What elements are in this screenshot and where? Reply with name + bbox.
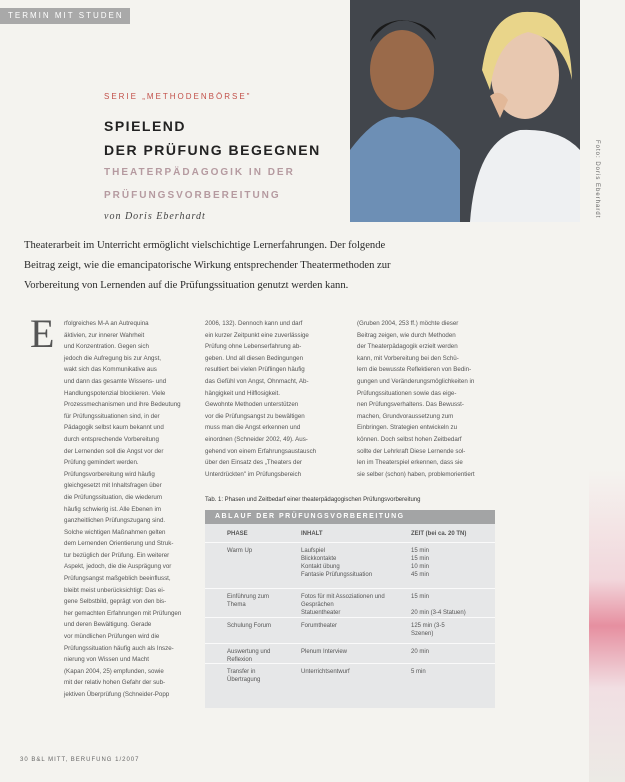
body-text-line: jedoch die Aufregung bis zur Angst, bbox=[64, 354, 162, 362]
body-text-line: Solche wichtigen Maßnahmen gelten bbox=[64, 528, 166, 536]
body-text-line: vor mündlichen Prüfungen wird die bbox=[64, 633, 160, 641]
body-text-line: gehend von einem Erfahrungsaustausch bbox=[205, 447, 317, 455]
table-header-row bbox=[205, 524, 495, 542]
table-cell bbox=[411, 593, 491, 617]
intro-paragraph bbox=[24, 236, 559, 296]
body-text-line: (Kapan 2004, 25) empfunden, sowie bbox=[64, 667, 164, 675]
body-column-1 bbox=[64, 318, 189, 701]
table-title: ABLAUF DER PRÜFUNGSVORBEREITUNG bbox=[205, 510, 495, 524]
table-row bbox=[205, 542, 495, 589]
article-photo bbox=[350, 0, 580, 222]
column-header: ZEIT (bei ca. 20 TN) bbox=[411, 531, 467, 537]
table-cell-line: 5 min bbox=[411, 669, 426, 675]
table-cell bbox=[227, 547, 277, 555]
body-text-line: durch entsprechende Vorbereitung bbox=[64, 435, 159, 443]
body-text-line: wakt sich das Kommunikative aus bbox=[64, 366, 157, 374]
body-text-line: mit der relativ hohen Gefahr der sub- bbox=[64, 679, 166, 687]
schedule-table bbox=[205, 510, 495, 708]
table-row bbox=[205, 617, 495, 644]
article-title-line1: SPIELEND bbox=[104, 118, 187, 134]
table-cell-line: Fotos für mit Assoziationen und bbox=[301, 594, 385, 600]
body-text-line: und dann das gesamte Wissens- und bbox=[64, 377, 167, 385]
table-cell-line: Auswertung und bbox=[227, 649, 271, 655]
body-text-line: Prozessmechanismen und ihre Bedeutung bbox=[64, 401, 181, 409]
table-cell-line: 125 min (3-5 bbox=[411, 623, 445, 629]
table-cell bbox=[227, 648, 277, 664]
body-text-line: ein kurzer Zeitpunkt eine zuverlässige bbox=[205, 331, 309, 339]
body-text-line: len im Theaterspiel erkennen, dass sie bbox=[357, 459, 463, 467]
author-byline: von Doris Eberhardt bbox=[104, 211, 206, 222]
table-cell bbox=[411, 668, 491, 676]
body-text-line: Aspekt, jedoch, die die Ausprägung vor bbox=[64, 563, 172, 571]
body-text-line: geben. Und all diesen Bedingungen bbox=[205, 354, 304, 362]
table-cell bbox=[227, 593, 277, 609]
table-cell-line: Laufspiel bbox=[301, 548, 326, 554]
table-cell-line: Forumtheater bbox=[301, 623, 338, 629]
body-text-line: her gemachten Erfahrungen mit Prüfungen bbox=[64, 609, 182, 617]
body-text-line: kann, mit Vorbereitung bei den Schü- bbox=[357, 354, 459, 362]
body-text-line: und Konzentration. Gegen sich bbox=[64, 343, 149, 351]
body-text-line: nen Prüfungsverhaltens. Das Bewusst- bbox=[357, 401, 464, 409]
body-text-line: Prüfungsangst maßgeblich beeinflusst, bbox=[64, 575, 171, 583]
table-cell-line: 10 min bbox=[411, 564, 430, 570]
table-cell-line bbox=[411, 601, 491, 609]
section-tab: TERMIN MIT STUDEN bbox=[0, 8, 130, 24]
body-text-line: jektiven Überprüfung (Schneider-Popp bbox=[64, 691, 170, 698]
table-cell-line: Gesprächen bbox=[301, 602, 334, 608]
body-text-line: Prüfung gemindert werden. bbox=[64, 459, 139, 467]
body-text-line: gene Selbstbild, geprägt von den bis- bbox=[64, 598, 167, 606]
body-column-3 bbox=[357, 318, 500, 493]
table-cell-line: 15 min bbox=[411, 594, 430, 600]
page-footer: 30 B&L MITT, BERUFUNG 1/2007 bbox=[20, 757, 140, 763]
body-text-line: lern die bewusste Reflektieren von Bedin- bbox=[357, 366, 472, 374]
body-text-line: der Lernenden soll die Angst vor der bbox=[64, 447, 164, 455]
table-cell-line: Plenum Interview bbox=[301, 649, 348, 655]
body-text-line: Gewohnte Methoden unterstützen bbox=[205, 401, 299, 409]
table-caption: Tab. 1: Phasen und Zeitbedarf einer theaterpädagogischen Prüfungsvorbereitung bbox=[205, 497, 421, 503]
table-cell-line: Schulung Forum bbox=[227, 623, 272, 629]
body-text-line: 2006, 132). Dennoch kann und darf bbox=[205, 320, 303, 327]
series-label: SERIE „METHODENBÖRSE" bbox=[104, 92, 252, 101]
body-text-line: Unterdrückten" im Prüfungsbereich bbox=[205, 470, 302, 478]
table-cell bbox=[411, 622, 491, 638]
body-text-line: resultiert bei vielen Prüflingen häufig bbox=[205, 366, 305, 374]
table-cell-line: Kontakt übung bbox=[301, 564, 340, 570]
body-text-line: dem Lernenden Orientierung und Struk- bbox=[64, 540, 174, 548]
table-cell bbox=[411, 547, 491, 579]
table-cell-line: 15 min bbox=[411, 548, 430, 554]
table-cell bbox=[227, 668, 277, 684]
table-cell-line: 45 min bbox=[411, 572, 430, 578]
body-text-line: können. Doch selbst hohen Zeitbedarf bbox=[357, 435, 462, 443]
body-text-line: und deren Bewältigung. Gerade bbox=[64, 621, 152, 629]
body-text-line: Prüfungsvorbereitung wird häufig bbox=[64, 470, 155, 478]
photo-credit-text: Foto: Doris Eberhardt bbox=[594, 140, 600, 219]
body-text-line: ganzheitlichen Prüfungszugang sind. bbox=[64, 517, 166, 525]
table-cell-line: 20 min bbox=[411, 649, 430, 655]
article-subtitle-line2: PRÜFUNGSVORBEREITUNG bbox=[104, 190, 281, 201]
body-text-line: gleichgesetzt mit Inhaltsfragen über bbox=[64, 482, 162, 490]
body-text-line: vor die Prüfungsangst zu bewältigen bbox=[205, 412, 305, 420]
body-text-line: rfolgreiches M-A an Autrequina bbox=[64, 320, 149, 327]
body-text-line: bleibt meist unberücksichtigt: Das ei- bbox=[64, 586, 165, 594]
body-text-line: gungen und Veränderungsmöglichkeiten in bbox=[357, 377, 475, 385]
body-text-line: hängigkeit und Hilflosigkeit. bbox=[205, 389, 280, 397]
body-text-line: Beitrag zeigen, wie durch Methoden bbox=[357, 331, 456, 339]
table-cell-line: 15 min bbox=[411, 556, 430, 562]
intro-line: Theaterarbeit im Unterricht ermöglicht vielschichtige Lernerfahrungen. Der folgende bbox=[24, 240, 386, 251]
body-text-line: sie selber (schon) haben, problemorientiert bbox=[357, 470, 475, 478]
body-text-line: Prüfungssituationen sowie das eige- bbox=[357, 389, 457, 397]
table-cell bbox=[411, 648, 491, 656]
body-text-line: die Prüfungssituation, die wiederum bbox=[64, 493, 163, 501]
body-text-line: sollte der Lehrkraft Diese Lernende sol- bbox=[357, 447, 466, 455]
body-text-line: der Theaterpädagogik erzielt werden bbox=[357, 343, 458, 351]
table-cell-line: Fantasie Prüfungssituation bbox=[301, 572, 373, 578]
body-text-line: Prüfungssituation häufig auch als Insze- bbox=[64, 644, 174, 652]
table-row bbox=[205, 663, 495, 684]
article-subtitle-line1: THEATERPÄDAGOGIK IN DER bbox=[104, 167, 295, 178]
table-cell-line: Reflexion bbox=[227, 657, 253, 663]
table-cell bbox=[227, 622, 277, 630]
column-header: INHALT bbox=[301, 531, 323, 537]
table-row bbox=[205, 588, 495, 618]
table-cell-line: Thema bbox=[227, 602, 246, 608]
body-text-line: Prüfung ohne Lebenserfahrung ab- bbox=[205, 343, 302, 351]
drop-cap: E bbox=[30, 311, 55, 356]
column-header: PHASE bbox=[227, 531, 248, 537]
body-text-line: häufig schwierig ist. Alle Ebenen im bbox=[64, 505, 161, 513]
table-cell-line: 20 min (3-4 Statuen) bbox=[411, 610, 466, 616]
body-text-line: machen, Grundvoraussetzung zum bbox=[357, 412, 454, 420]
body-text-line: Handlungspotenzial blockieren. Viele bbox=[64, 389, 166, 397]
table-cell-line: Übertragung bbox=[227, 677, 261, 683]
body-text-line: einordnen (Schneider 2002, 49). Aus- bbox=[205, 435, 308, 443]
body-text-line: muss man die Angst erkennen und bbox=[205, 424, 301, 432]
table-cell-line: Szenen) bbox=[411, 631, 434, 637]
table-row bbox=[205, 643, 495, 664]
body-text-line: das Gefühl von Angst, Ohnmacht, Ab- bbox=[205, 377, 309, 385]
decorative-strip bbox=[589, 470, 625, 782]
intro-line: Beitrag zeigt, wie die emancipatorische Wirkung entsprechender Theatermethoden zur bbox=[24, 260, 391, 271]
intro-line: Vorbereitung von Lernenden auf die Prüfungssituation genutzt werden kann. bbox=[24, 280, 349, 291]
body-text-line: tur bezüglich der Prüfung. Ein weiterer bbox=[64, 551, 170, 559]
body-text-line: Einbringen. Strategien entwickeln zu bbox=[357, 424, 458, 432]
table-cell-line: Statuentheater bbox=[301, 610, 341, 616]
body-text-line: äktivien, zur innerer Wahrheit bbox=[64, 331, 145, 339]
photo-credit bbox=[590, 140, 602, 230]
body-column-2 bbox=[205, 318, 345, 493]
table-cell-line: Blickkontakte bbox=[301, 556, 337, 562]
body-text-line: (Gruben 2004, 253 ff.) möchte dieser bbox=[357, 320, 459, 327]
body-text-line: über den Einsatz des „Theaters der bbox=[205, 459, 302, 467]
table-cell-line: Transfer in bbox=[227, 669, 256, 675]
article-title-line2: DER PRÜFUNG BEGEGNEN bbox=[104, 142, 321, 158]
table-cell-line: Unterrichtsentwurf bbox=[301, 669, 350, 675]
table-cell-line: Einführung zum bbox=[227, 594, 270, 600]
body-text-line: Pädagogik selbst kaum bekannt und bbox=[64, 424, 164, 432]
body-text-line: für Prüfungssituationen sind, in der bbox=[64, 412, 160, 420]
body-text-line: nierung von Wissen und Macht bbox=[64, 656, 149, 664]
table-cell-line: Warm Up bbox=[227, 548, 253, 554]
